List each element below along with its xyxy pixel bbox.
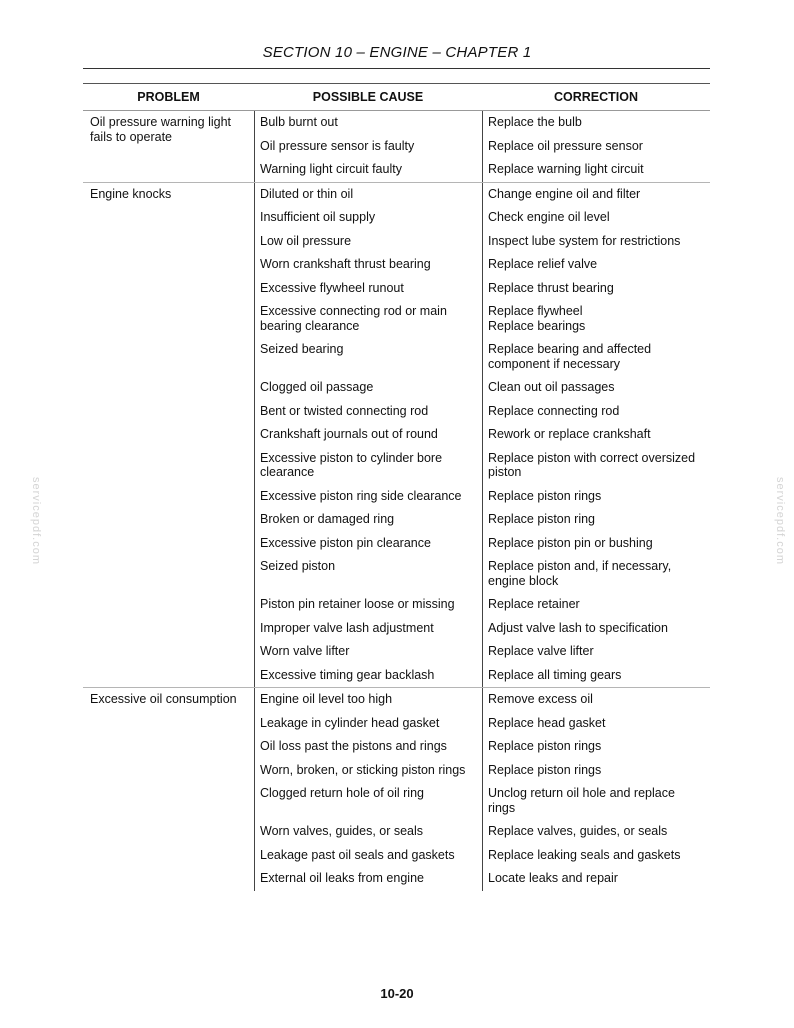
table-row (254, 485, 710, 509)
correction-cell: Replace piston pin or bushing (482, 532, 710, 556)
table-row (254, 206, 710, 230)
table-row (254, 688, 710, 712)
table-row (254, 158, 710, 182)
cause-cell: Excessive piston ring side clearance (254, 485, 482, 509)
table-row (254, 664, 710, 688)
table-row (254, 820, 710, 844)
table-body (83, 111, 710, 891)
table-row (254, 230, 710, 254)
cause-cell: Warning light circuit faulty (254, 158, 482, 182)
cause-cell: Improper valve lash adjustment (254, 617, 482, 641)
problem-group (83, 688, 710, 891)
column-header-problem: PROBLEM (137, 89, 200, 104)
problem-cell: Excessive oil consumption (90, 692, 237, 706)
column-header-cause: POSSIBLE CAUSE (312, 89, 424, 104)
table-row (254, 593, 710, 617)
cause-cell: Seized bearing (254, 338, 482, 376)
table-row (254, 253, 710, 277)
cause-cell: Leakage past oil seals and gaskets (254, 844, 482, 868)
cause-cell: Leakage in cylinder head gasket (254, 712, 482, 736)
table-row (254, 447, 710, 485)
correction-cell: Replace valves, guides, or seals (482, 820, 710, 844)
cause-cell: Piston pin retainer loose or missing (254, 593, 482, 617)
correction-cell: Locate leaks and repair (482, 867, 710, 891)
correction-cell: Replace piston rings (482, 735, 710, 759)
problem-group (83, 111, 710, 183)
section-header: SECTION 10 – ENGINE – CHAPTER 1 (262, 44, 532, 61)
correction-cell: Check engine oil level (482, 206, 710, 230)
correction-cell: Replace thrust bearing (482, 277, 710, 301)
correction-cell: Replace retainer (482, 593, 710, 617)
table-row (254, 300, 710, 338)
cause-cell: Excessive connecting rod or main bearing clearance (254, 300, 482, 338)
table-row (254, 759, 710, 783)
cause-correction-list (254, 183, 710, 688)
table-row (254, 617, 710, 641)
cause-cell: Excessive flywheel runout (254, 277, 482, 301)
header-rule (83, 68, 710, 69)
correction-cell: Replace piston rings (482, 485, 710, 509)
cause-cell: Oil loss past the pistons and rings (254, 735, 482, 759)
correction-cell: Replace connecting rod (482, 400, 710, 424)
cause-cell: Insufficient oil supply (254, 206, 482, 230)
cause-cell: Worn valve lifter (254, 640, 482, 664)
cause-cell: Worn, broken, or sticking piston rings (254, 759, 482, 783)
correction-cell: Replace leaking seals and gaskets (482, 844, 710, 868)
correction-cell: Replace warning light circuit (482, 158, 710, 182)
correction-cell: Remove excess oil (482, 688, 710, 712)
correction-cell: Replace relief valve (482, 253, 710, 277)
cause-cell: Bent or twisted connecting rod (254, 400, 482, 424)
correction-cell: Clean out oil passages (482, 376, 710, 400)
correction-cell: Replace piston and, if necessary, engine block (482, 555, 710, 593)
table-row (254, 135, 710, 159)
cause-cell: Oil pressure sensor is faulty (254, 135, 482, 159)
column-header-correction: CORRECTION (553, 89, 639, 104)
watermark-left: servicepdf.com (29, 477, 42, 565)
cause-cell: Engine oil level too high (254, 688, 482, 712)
correction-cell: Replace the bulb (482, 111, 710, 135)
table-row (254, 532, 710, 556)
problem-group (83, 183, 710, 689)
correction-cell: Replace piston with correct oversized piston (482, 447, 710, 485)
cause-cell: Diluted or thin oil (254, 183, 482, 207)
table-row (254, 277, 710, 301)
cause-cell: Clogged return hole of oil ring (254, 782, 482, 820)
correction-cell: Adjust valve lash to specification (482, 617, 710, 641)
correction-cell: Replace piston ring (482, 508, 710, 532)
cause-cell: Excessive timing gear backlash (254, 664, 482, 688)
correction-cell: Inspect lube system for restrictions (482, 230, 710, 254)
cause-cell: External oil leaks from engine (254, 867, 482, 891)
cause-cell: Clogged oil passage (254, 376, 482, 400)
correction-cell: Replace bearing and affected component if necessary (482, 338, 710, 376)
correction-cell: Replace piston rings (482, 759, 710, 783)
troubleshooting-table (83, 83, 710, 891)
correction-cell: Rework or replace crankshaft (482, 423, 710, 447)
table-row (254, 376, 710, 400)
table-row (254, 183, 710, 207)
table-row (254, 712, 710, 736)
table-row (254, 555, 710, 593)
page-number: 10-20 (380, 986, 414, 1001)
cause-cell: Excessive piston to cylinder bore clearance (254, 447, 482, 485)
table-row (254, 735, 710, 759)
correction-cell: Change engine oil and filter (482, 183, 710, 207)
table-row (254, 867, 710, 891)
table-row (254, 508, 710, 532)
table-header-row (83, 83, 710, 111)
correction-cell: Replace oil pressure sensor (482, 135, 710, 159)
table-row (254, 338, 710, 376)
correction-cell: Unclog return oil hole and replace rings (482, 782, 710, 820)
cause-cell: Worn crankshaft thrust bearing (254, 253, 482, 277)
cause-correction-list (254, 111, 710, 182)
cause-correction-list (254, 688, 710, 891)
correction-cell: Replace head gasket (482, 712, 710, 736)
cause-cell: Low oil pressure (254, 230, 482, 254)
watermark-right: servicepdf.com (773, 477, 786, 565)
cause-cell: Seized piston (254, 555, 482, 593)
correction-cell: Replace valve lifter (482, 640, 710, 664)
table-row (254, 400, 710, 424)
table-row (254, 782, 710, 820)
problem-cell: Oil pressure warning light fails to operate (90, 115, 232, 144)
correction-cell: Replace flywheel Replace bearings (482, 300, 710, 338)
cause-cell: Crankshaft journals out of round (254, 423, 482, 447)
cause-cell: Bulb burnt out (254, 111, 482, 135)
correction-cell: Replace all timing gears (482, 664, 710, 688)
problem-cell: Engine knocks (90, 186, 172, 201)
table-row (254, 640, 710, 664)
cause-cell: Excessive piston pin clearance (254, 532, 482, 556)
table-row (254, 844, 710, 868)
cause-cell: Broken or damaged ring (254, 508, 482, 532)
cause-cell: Worn valves, guides, or seals (254, 820, 482, 844)
table-row (254, 111, 710, 135)
table-row (254, 423, 710, 447)
